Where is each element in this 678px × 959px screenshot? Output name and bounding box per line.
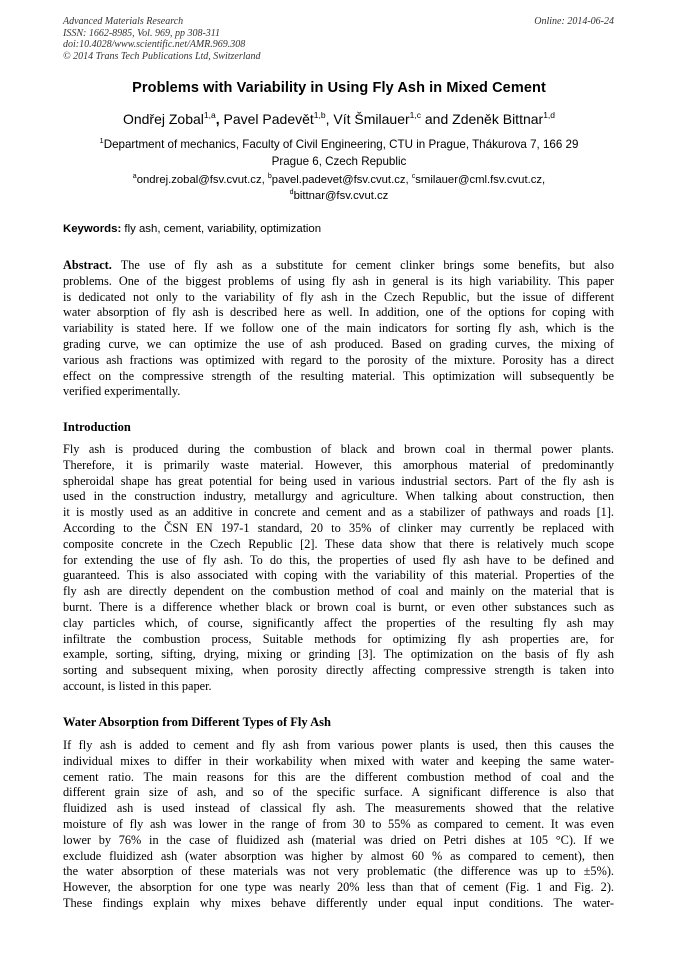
intro-line: used in the construction industry, metallurgy and agriculture. When talking about construction, then — [63, 489, 614, 504]
keywords-label: Keywords: — [63, 223, 122, 235]
email-sup: d — [289, 188, 294, 196]
abstract-line: is dedicated not only to the variability of fly ash in the Czech Republic, but the issue of different — [63, 289, 614, 304]
section-heading-water-absorption: Water Absorption from Different Types of Fly Ash — [63, 715, 331, 729]
intro-line: clay particles which, of course, significantly affect the properties of the resulting fly ash may — [63, 615, 614, 630]
intro-line: burnt. There is a difference whether black or brown coal is burnt, or even other substances such as — [63, 599, 614, 614]
intro-line: sorting and subsequent mixing, when porosity directly affecting compressive strength is taken into — [63, 663, 614, 678]
intro-line: for extending the use of fly ash. To do this, the properties of used fly ash have to be defined and — [63, 552, 614, 567]
author-name: Zdeněk Bittnar — [452, 111, 544, 127]
intro-line: fly ash are directly dependent on the combustion method of coal and mainly on the material that is — [63, 584, 614, 599]
author-sup: 1,a — [203, 110, 216, 120]
abstract-line: various ash fractions was optimized with regard to the porosity of the mixture. Porosity has a direct — [63, 352, 614, 367]
paper-title: Problems with Variability in Using Fly Ash in Mixed Cement — [132, 80, 546, 96]
email-list — [60, 173, 618, 204]
email-link[interactable]: pavel.padevet@fsv.cvut.cz, — [271, 174, 409, 186]
intro-line: guaranteed. This is also associated with coping with the variability of this material. Properties of the — [63, 568, 614, 583]
journal-header — [63, 16, 261, 62]
intro-line: account, is listed in this paper. — [63, 678, 212, 693]
intro-line: Fly ash is produced during the combustion of black and brown coal in thermal power plants. — [63, 442, 614, 456]
email-link[interactable]: bittnar@fsv.cvut.cz — [293, 189, 389, 202]
water-line: cement ratio. The main reasons for this are the different combustion method of coal and the — [63, 769, 614, 784]
section-heading-introduction: Introduction — [63, 420, 131, 434]
abstract-line: effect on the compressive strength of the resulting material. This optimization will subsequently be — [63, 368, 614, 383]
affiliation — [70, 137, 608, 170]
abstract-line: verified experimentally. — [63, 384, 181, 399]
email-sup: a — [132, 173, 137, 180]
water-line: These findings explain why mixes behave differently under equal input conditions. The water- — [63, 895, 614, 910]
water-line: fluidized ash is used instead of classical fly ash. The measurements showed that the relative — [63, 801, 614, 816]
author-name: Ondřej Zobal — [122, 111, 204, 127]
author-name: Vít Šmilauer — [333, 111, 410, 127]
journal-copyright: © 2014 Trans Tech Publications Ltd, Switzerland — [63, 50, 261, 62]
intro-line: According to the ČSN EN 197-1 standard, 20 to 35% of clinker may currently be replaced with — [63, 520, 614, 535]
abstract-line: water absorption of fly ash is described here as well. In addition, one of the options for coping with — [63, 305, 614, 320]
author-list: Ondřej Zobal$^{1,a}$, Pavel Padevět$^{1,b}$, Vít Šmilauer$^{1,c}$ and Zdeněk Bittnar$^{1,d}$ — [122, 110, 556, 127]
water-line: the water absorption of these materials was not very problematic (the difference was up to ±5%). — [63, 864, 614, 879]
water-line: individual mixes to differ in their workability when mixed with water and keeping the same water- — [63, 753, 614, 768]
water-absorption-body — [63, 738, 614, 912]
abstract-line: problems. One of the biggest problems of using fly ash in general is its high variability. This paper — [63, 273, 614, 288]
intro-line: spheroidal shape has great potential for being used in various industrial sectors. Part of the fly ash is — [63, 473, 614, 488]
water-line: exclude fluidized ash (water absorption was higher by almost 60 % as compared to cement), then — [63, 848, 614, 863]
affiliation-line: Prague 6, Czech Republic — [271, 154, 407, 168]
abstract-line: The use of fly ash as a substitute for cement clinker brings some benefits, but also — [120, 258, 614, 272]
journal-name: Advanced Materials Research — [63, 16, 184, 27]
introduction-body — [63, 442, 614, 695]
water-line: If fly ash is added to cement and fly ash from various power plants is used, then this causes the — [63, 738, 614, 752]
email-link[interactable]: smilauer@cml.fsv.cvut.cz, — [415, 174, 546, 186]
abstract-line: grading curve, we can optimize the use of ash produced. Based on grading curves, the mixing of — [63, 336, 614, 351]
keywords — [63, 223, 321, 235]
water-line: different grain size of ash, and so of the specific surface. A significant difference is also that — [63, 785, 614, 800]
intro-line: it is mostly used as an additive in concrete and cement and as a stabilizer of pathways and roads [1]. — [63, 505, 614, 520]
author-sup: 1,c — [409, 110, 421, 120]
author-name: Pavel Padevět — [223, 111, 314, 127]
water-line: lower by 76% in the case of fluidized ash (material was dried on Petri dishes at 105 °C). If we — [63, 832, 614, 847]
journal-doi: doi:10.4028/www.scientific.net/AMR.969.308 — [63, 39, 246, 50]
intro-line: composite concrete in the Czech Republic [2]. These data show that there is relatively much scope — [63, 536, 614, 551]
email-link[interactable]: ondrej.zobal@fsv.cvut.cz, — [136, 174, 265, 186]
abstract-label: Abstract. — [63, 258, 112, 272]
affiliation-line: Department of mechanics, Faculty of Civil Engineering, CTU in Prague, Thákurova 7, 166 29 — [103, 138, 579, 151]
keywords-text: fly ash, cement, variability, optimization — [124, 223, 322, 235]
intro-line: Therefore, it is primarily waste material. However, this amorphous material of predominantly — [63, 457, 614, 472]
intro-line: example, sorting, sifting, drying, mixing or grinding [3]. The optimization on the basis of fly ash — [63, 647, 614, 662]
online-date: Online: 2014-06-24 — [534, 16, 614, 27]
author-sup: 1,d — [543, 110, 556, 120]
abstract-line: variability is stated here. If we follow one of the main indicators for sorting fly ash, which is the — [63, 321, 614, 336]
water-line: moisture of fly ash was lower in the range of from 30 to 55% as compared to cement. It was even — [63, 816, 614, 831]
affiliation-sup: 1 — [99, 136, 104, 145]
author-sup: 1,b — [313, 110, 326, 120]
email-sup: c — [411, 173, 416, 180]
abstract — [63, 258, 614, 400]
journal-issn: ISSN: 1662-8985, Vol. 969, pp 308-311 — [63, 27, 221, 39]
email-sup: b — [267, 173, 272, 180]
intro-line: infiltrate the combustion process, Suitable methods for optimizing fly ash properties are, for — [63, 631, 614, 646]
water-line: However, the absorption for one type was nearly 20% less than that of cement (Fig. 1 and Fig. 2). — [63, 880, 614, 895]
